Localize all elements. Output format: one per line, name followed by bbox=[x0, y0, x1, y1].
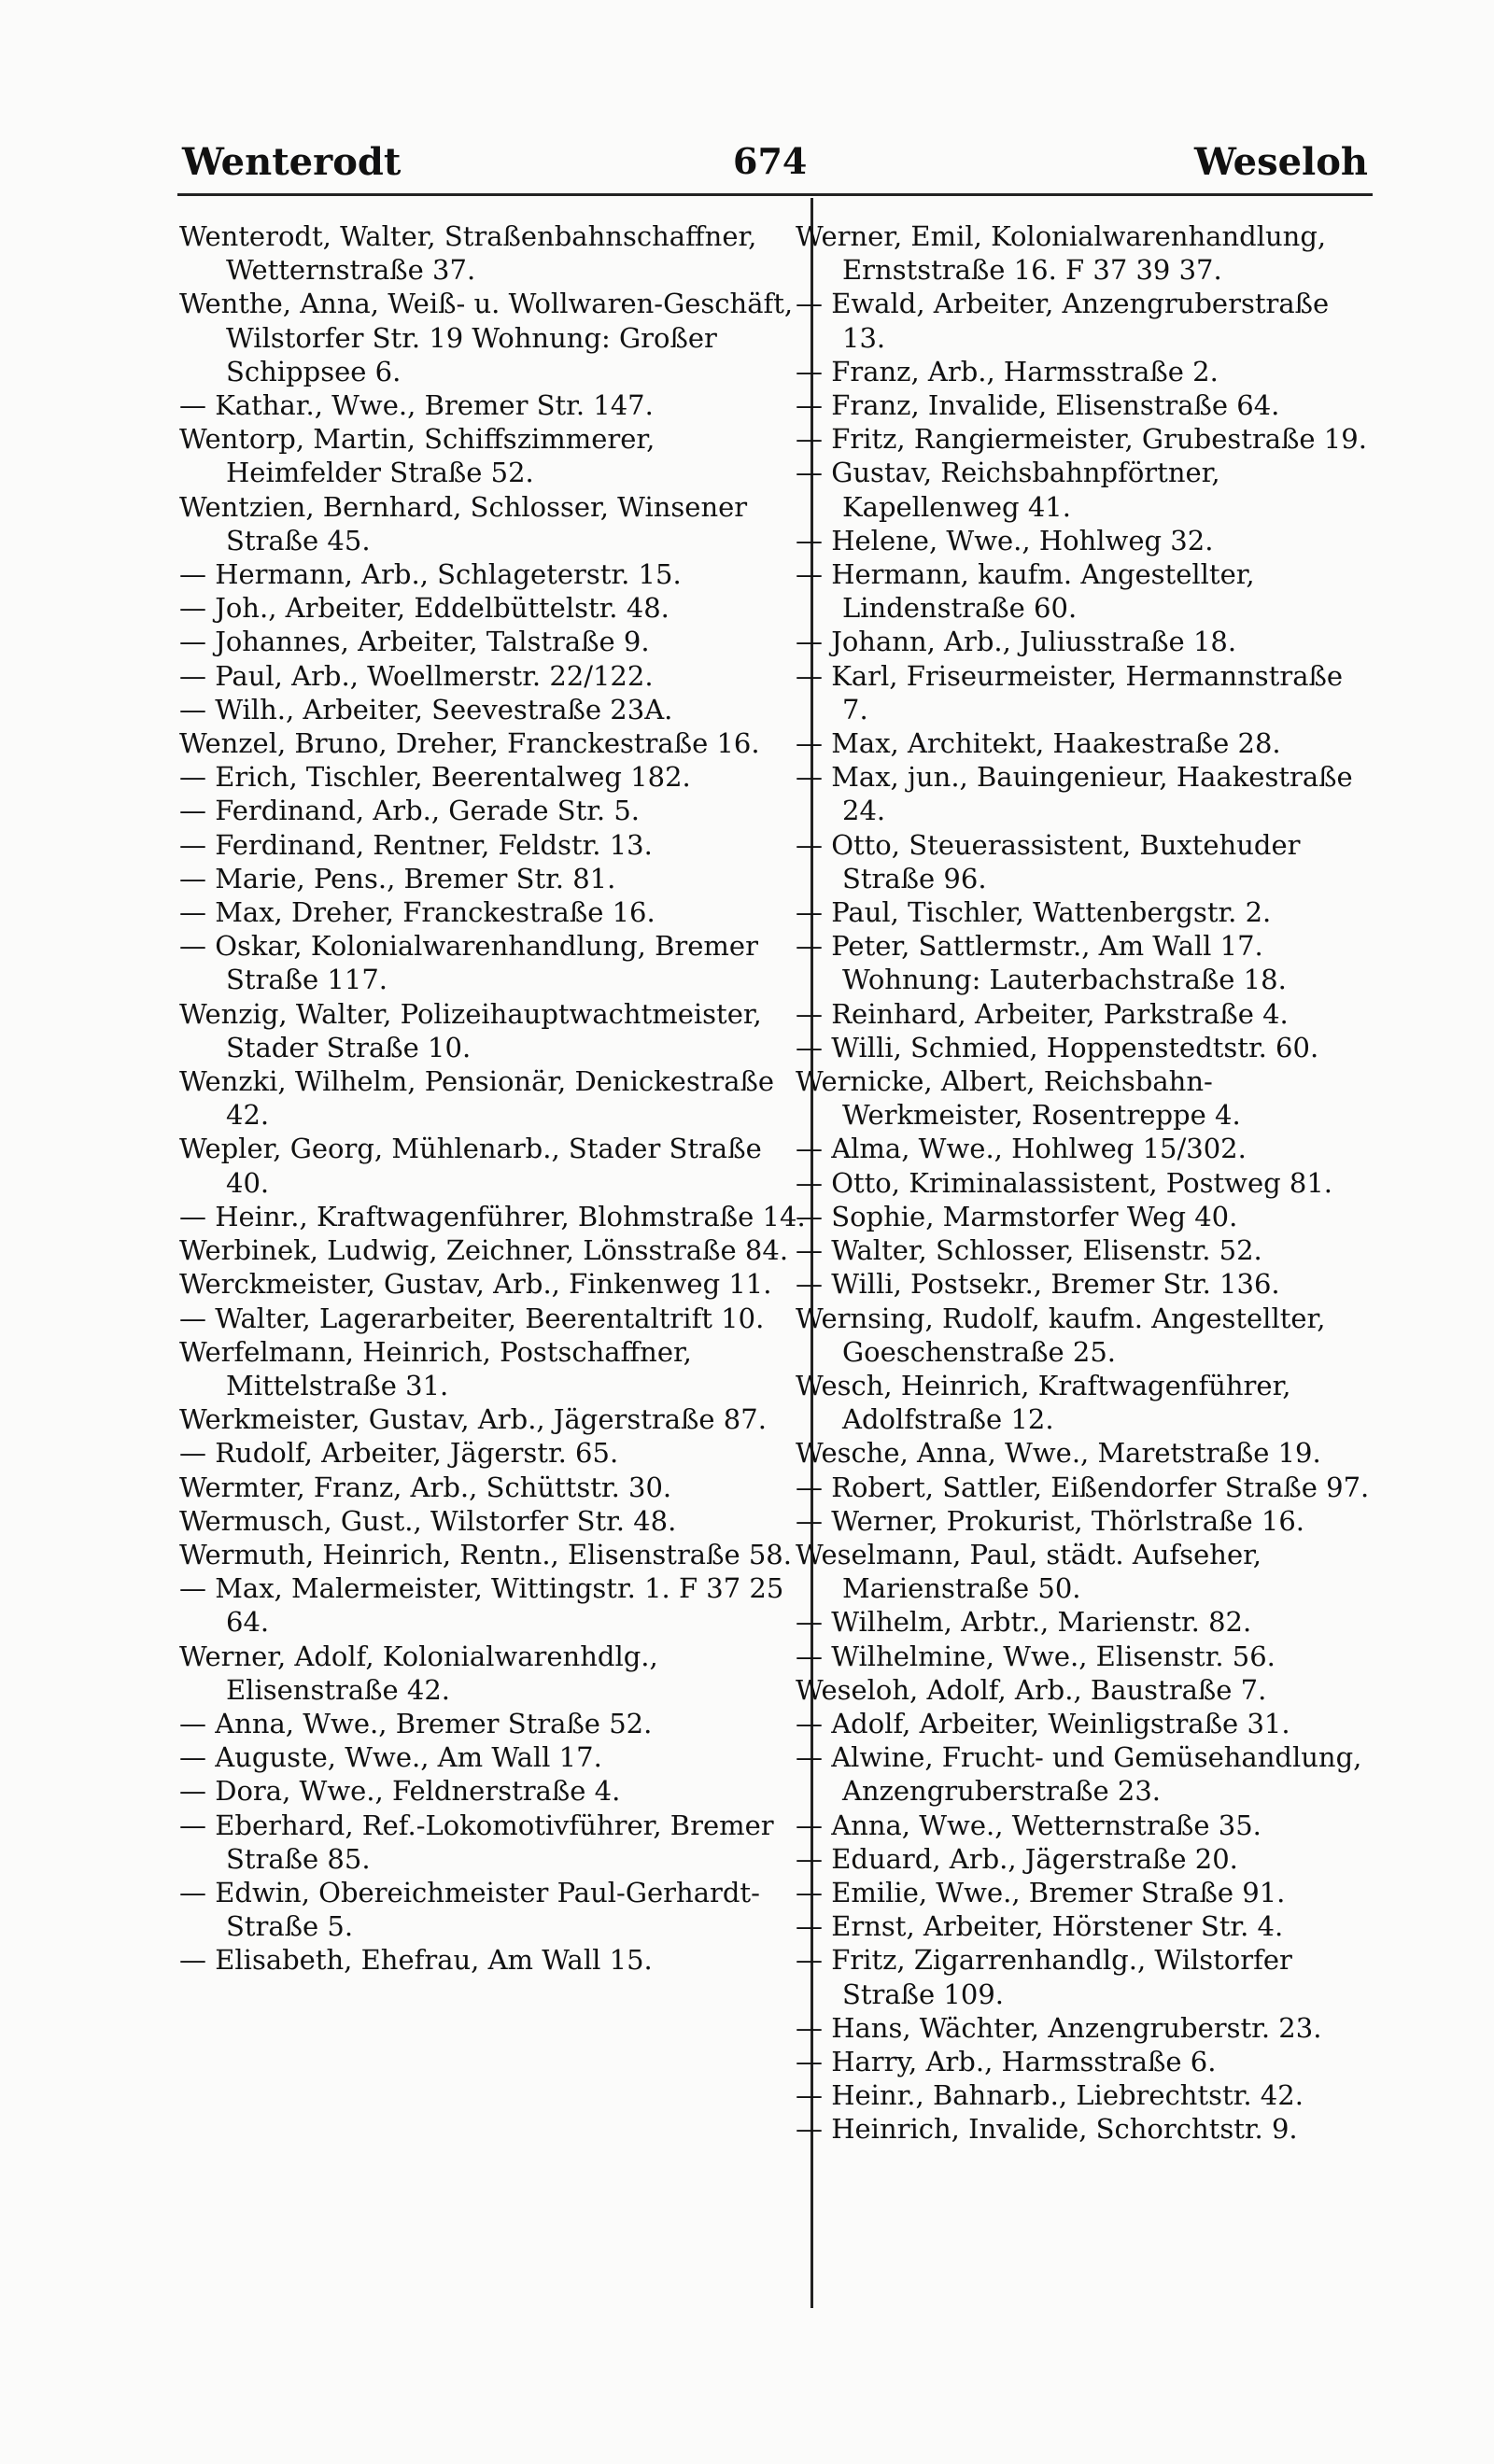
directory-entry: Werbinek, Ludwig, Zeichner, Lönsstraße 84. bbox=[179, 1234, 789, 1267]
directory-entry: Wenterodt, Walter, Straßenbahnschaffner, Wetternstraße 37. bbox=[179, 220, 757, 287]
directory-entry: — Otto, Kriminalassistent, Postweg 81. bbox=[796, 1166, 1333, 1199]
directory-entry: — Hans, Wächter, Anzengruberstr. 23. bbox=[796, 2011, 1322, 2044]
directory-entry: — Joh., Arbeiter, Eddelbüttelstr. 48. bbox=[179, 592, 669, 625]
directory-entry: — Elisabeth, Ehefrau, Am Wall 15. bbox=[179, 1944, 653, 1977]
page-number: 674 bbox=[733, 140, 808, 182]
directory-entry: Werckmeister, Gustav, Arb., Finkenweg 11. bbox=[179, 1268, 772, 1301]
directory-entry: Wernicke, Albert, Reichsbahn-Werkmeister, Rosentreppe 4. bbox=[796, 1065, 1241, 1132]
directory-entry: — Karl, Friseurmeister, Hermannstraße 7. bbox=[796, 659, 1344, 725]
directory-entry: — Oskar, Kolonialwarenhandlung, Bremer Straße 117. bbox=[179, 930, 758, 996]
directory-entry: — Helene, Wwe., Hohlweg 32. bbox=[796, 524, 1214, 556]
directory-entry: Wenthe, Anna, Weiß- u. Wollwaren-Geschäft, Wilstorfer Str. 19 Wohnung: Großer Schippsee 6. bbox=[179, 288, 794, 387]
directory-entry: — Johann, Arb., Juliusstraße 18. bbox=[796, 626, 1237, 658]
directory-entry: — Dora, Wwe., Feldnerstraße 4. bbox=[179, 1775, 621, 1808]
directory-entry: — Willi, Postsekr., Bremer Str. 136. bbox=[796, 1268, 1280, 1301]
directory-entry: — Heinrich, Invalide, Schorchtstr. 9. bbox=[796, 2113, 1298, 2146]
directory-entry: Wentzien, Bernhard, Schlosser, Winsener Straße 45. bbox=[179, 490, 748, 556]
directory-entry: Wermusch, Gust., Wilstorfer Str. 48. bbox=[179, 1504, 677, 1537]
directory-entry: — Sophie, Marmstorfer Weg 40. bbox=[796, 1200, 1238, 1232]
directory-entry: — Franz, Invalide, Elisenstraße 64. bbox=[796, 389, 1280, 422]
directory-entry: Werkmeister, Gustav, Arb., Jägerstraße 87. bbox=[179, 1403, 767, 1436]
directory-entry: — Franz, Arb., Harmsstraße 2. bbox=[796, 355, 1219, 387]
left-column bbox=[179, 219, 810, 2432]
directory-entry: Weseloh, Adolf, Arb., Baustraße 7. bbox=[796, 1673, 1267, 1706]
directory-entry: Weselmann, Paul, städt. Aufseher, Marienstraße 50. bbox=[796, 1538, 1262, 1605]
directory-entry: — Gustav, Reichsbahnpförtner, Kapellenweg 41. bbox=[796, 457, 1220, 523]
directory-entry: Wenzki, Wilhelm, Pensionär, Denickestraße 42. bbox=[179, 1065, 775, 1132]
directory-entry: Werner, Adolf, Kolonialwarenhdlg., Elisenstraße 42. bbox=[179, 1640, 658, 1706]
directory-entry: — Paul, Tischler, Wattenbergstr. 2. bbox=[796, 896, 1272, 929]
directory-entry: — Fritz, Rangiermeister, Grubestraße 19. bbox=[796, 423, 1367, 456]
directory-entry: Werfelmann, Heinrich, Postschaffner, Mittelstraße 31. bbox=[179, 1335, 692, 1401]
directory-entry: — Emilie, Wwe., Bremer Straße 91. bbox=[796, 1876, 1286, 1908]
directory-entry: — Anna, Wwe., Wetternstraße 35. bbox=[796, 1809, 1261, 1841]
directory-entry: — Walter, Lagerarbeiter, Beerentaltrift 10. bbox=[179, 1302, 765, 1334]
directory-entry: — Edwin, Obereichmeister Paul-Gerhardt-Straße 5. bbox=[179, 1876, 760, 1943]
directory-entry: — Wilhelmine, Wwe., Elisenstr. 56. bbox=[796, 1640, 1276, 1672]
directory-entry: — Robert, Sattler, Eißendorfer Straße 97. bbox=[796, 1471, 1370, 1503]
directory-entry: — Hermann, kaufm. Angestellter, Lindenstraße 60. bbox=[796, 558, 1255, 625]
directory-entry: — Max, Dreher, Franckestraße 16. bbox=[179, 896, 655, 929]
page-header bbox=[182, 140, 1368, 196]
header-first-entry: Wenterodt bbox=[182, 140, 402, 184]
directory-entry: Wepler, Georg, Mühlenarb., Stader Straße 40. bbox=[179, 1133, 762, 1199]
directory-entry: Wermter, Franz, Arb., Schüttstr. 30. bbox=[179, 1471, 672, 1503]
directory-entry: Wesch, Heinrich, Kraftwagenführer, Adolfstraße 12. bbox=[796, 1369, 1291, 1436]
directory-entry: — Max, Architekt, Haakestraße 28. bbox=[796, 727, 1281, 760]
directory-entry: — Adolf, Arbeiter, Weinligstraße 31. bbox=[796, 1707, 1290, 1739]
directory-entry: — Hermann, Arb., Schlageterstr. 15. bbox=[179, 558, 682, 591]
directory-entry: — Wilh., Arbeiter, Seevestraße 23A. bbox=[179, 693, 673, 725]
directory-entry: — Ferdinand, Rentner, Feldstr. 13. bbox=[179, 828, 653, 861]
header-rule bbox=[177, 193, 1373, 196]
right-column bbox=[796, 219, 1376, 2432]
directory-entry: — Anna, Wwe., Bremer Straße 52. bbox=[179, 1707, 653, 1739]
directory-entry: — Ewald, Arbeiter, Anzengruberstraße 13. bbox=[796, 288, 1330, 354]
directory-entry: — Peter, Sattlermstr., Am Wall 17. Wohnung: Lauterbachstraße 18. bbox=[796, 930, 1287, 996]
directory-entry: Wenzig, Walter, Polizeihauptwachtmeister, Stader Straße 10. bbox=[179, 997, 762, 1063]
directory-entry: — Reinhard, Arbeiter, Parkstraße 4. bbox=[796, 997, 1289, 1030]
directory-entry: — Fritz, Zigarrenhandlg., Wilstorfer Straße 109. bbox=[796, 1944, 1292, 2010]
directory-entry: Wernsing, Rudolf, kaufm. Angestellter, Goeschenstraße 25. bbox=[796, 1302, 1326, 1368]
directory-entry: — Paul, Arb., Woellmerstr. 22/122. bbox=[179, 659, 654, 692]
directory-entry: — Eberhard, Ref.-Lokomotivführer, Bremer Straße 85. bbox=[179, 1809, 774, 1875]
directory-entry: — Rudolf, Arbeiter, Jägerstr. 65. bbox=[179, 1437, 619, 1470]
directory-entry: — Johannes, Arbeiter, Talstraße 9. bbox=[179, 626, 650, 658]
directory-entry: — Alma, Wwe., Hohlweg 15/302. bbox=[796, 1133, 1247, 1165]
directory-entry: Wentorp, Martin, Schiffszimmerer, Heimfelder Straße 52. bbox=[179, 423, 655, 489]
directory-entry: — Werner, Prokurist, Thörlstraße 16. bbox=[796, 1504, 1305, 1537]
directory-entry: — Harry, Arb., Harmsstraße 6. bbox=[796, 2045, 1217, 2077]
directory-entry: — Erich, Tischler, Beerentalweg 182. bbox=[179, 761, 691, 794]
directory-entry: Wermuth, Heinrich, Rentn., Elisenstraße 58. bbox=[179, 1538, 792, 1570]
directory-entry: — Wilhelm, Arbtr., Marienstr. 82. bbox=[796, 1606, 1252, 1639]
directory-entry: — Alwine, Frucht- und Gemüsehandlung, Anzengruberstraße 23. bbox=[796, 1741, 1362, 1808]
directory-entry: — Kathar., Wwe., Bremer Str. 147. bbox=[179, 389, 654, 422]
directory-entry: — Otto, Steuerassistent, Buxtehuder Straße 96. bbox=[796, 828, 1301, 894]
directory-entry: — Eduard, Arb., Jägerstraße 20. bbox=[796, 1842, 1238, 1875]
directory-entry: — Marie, Pens., Bremer Str. 81. bbox=[179, 862, 616, 894]
directory-entry: — Heinr., Kraftwagenführer, Blohmstraße 14. bbox=[179, 1200, 806, 1232]
header-last-entry: Weseloh bbox=[1193, 140, 1368, 184]
directory-entry: — Ferdinand, Arb., Gerade Str. 5. bbox=[179, 795, 641, 827]
directory-entry: — Walter, Schlosser, Elisenstr. 52. bbox=[796, 1234, 1262, 1267]
directory-entry: — Max, Malermeister, Wittingstr. 1. F 37 25 64. bbox=[179, 1572, 784, 1639]
directory-entry: — Willi, Schmied, Hoppenstedtstr. 60. bbox=[796, 1031, 1319, 1063]
directory-entry: Wesche, Anna, Wwe., Maretstraße 19. bbox=[796, 1437, 1321, 1470]
directory-entry: — Ernst, Arbeiter, Hörstener Str. 4. bbox=[796, 1910, 1284, 1943]
directory-entry: — Auguste, Wwe., Am Wall 17. bbox=[179, 1741, 602, 1774]
directory-entry: — Heinr., Bahnarb., Liebrechtstr. 42. bbox=[796, 2079, 1304, 2112]
directory-entry: Werner, Emil, Kolonialwarenhandlung, Ernststraße 16. F 37 39 37. bbox=[796, 220, 1327, 287]
directory-entry: Wenzel, Bruno, Dreher, Franckestraße 16. bbox=[179, 727, 760, 760]
directory-entry: — Max, jun., Bauingenieur, Haakestraße 24. bbox=[796, 761, 1353, 827]
